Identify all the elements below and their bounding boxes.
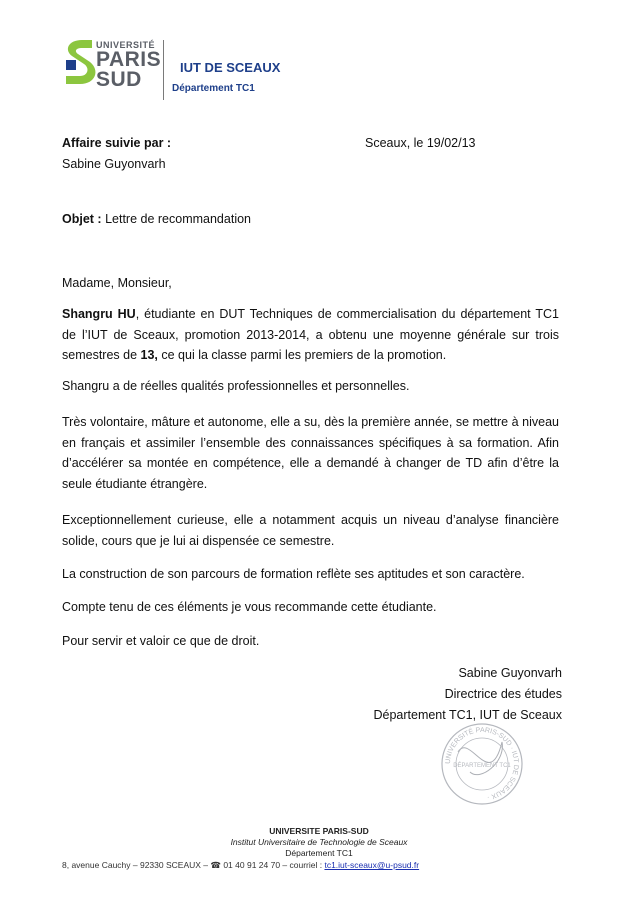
footer-address: 8, avenue Cauchy – 92330 SCEAUX – bbox=[62, 860, 211, 870]
official-stamp bbox=[440, 722, 524, 806]
footer-university: UNIVERSITE PARIS-SUD bbox=[269, 826, 369, 836]
subject-text: Lettre de recommandation bbox=[105, 212, 251, 226]
footer bbox=[0, 826, 638, 859]
followed-by-label: Affaire suivie par : bbox=[62, 136, 172, 150]
university-line1: UNIVERSITÉ bbox=[96, 40, 156, 50]
institute-name: IUT DE SCEAUX bbox=[180, 60, 281, 75]
signatory-name: Sabine Guyonvarh bbox=[458, 666, 562, 680]
stamp-center-text: DÉPARTEMENT TC1 bbox=[453, 763, 511, 769]
student-name: Shangru HU bbox=[62, 307, 136, 321]
paragraph-6: Compte tenu de ces éléments je vous recommande cette étudiante. bbox=[62, 600, 437, 614]
paragraph-1-text-b: ce qui la classe parmi les premiers de la promotion. bbox=[157, 348, 447, 362]
paragraph-1-text-a: , étudiante en DUT Techniques de commercialisation du département TC1 de l’IUT de Sceaux, promotion 2013-2014, a obtenu une moyenne générale sur trois semestres de bbox=[62, 307, 559, 362]
paragraph-2: Shangru a de réelles qualités professionnelles et personnelles. bbox=[62, 379, 410, 393]
followed-by-name: Sabine Guyonvarh bbox=[62, 157, 166, 171]
paragraph-3: Très volontaire, mâture et autonome, elle a su, dès la première année, se mettre à niveau en français et assimiler l’ensemble des connaissances spécifiques à sa formation. Afin d’accélérer sa montée en compétence, elle a demandé à changer de TD afin d’être la seule étudiante étrangère. bbox=[62, 415, 559, 491]
paragraph-1 bbox=[62, 304, 559, 366]
subject-label: Objet : bbox=[62, 212, 102, 226]
footer-email-link[interactable]: tc1.iut-sceaux@u-psud.fr bbox=[324, 860, 420, 870]
university-wordmark bbox=[96, 40, 161, 90]
stamp-ring-text: UNIVERSITÉ PARIS-SUD · IUT DE SCEAUX · bbox=[444, 726, 520, 801]
letterhead-divider bbox=[163, 40, 164, 100]
department-name: Département TC1 bbox=[172, 83, 255, 94]
footer-phone: 01 40 91 24 70 – courriel : bbox=[220, 860, 325, 870]
grade: 13, bbox=[140, 348, 158, 362]
logo-s-accent bbox=[66, 60, 76, 70]
signature-scribble bbox=[458, 742, 502, 775]
signatory-title: Directrice des études bbox=[444, 687, 562, 701]
phone-icon: ☎ bbox=[210, 860, 221, 870]
paragraph-7: Pour servir et valoir ce que de droit. bbox=[62, 634, 260, 648]
footer-institute: Institut Universitaire de Technologie de Sceaux bbox=[230, 837, 408, 847]
signatory-department: Département TC1, IUT de Sceaux bbox=[373, 708, 562, 722]
subject-line bbox=[62, 210, 251, 229]
paragraph-4: Exceptionnellement curieuse, elle a notamment acquis un niveau d’analyse financière solide, cours que je lui ai dispensée ce semestre. bbox=[62, 513, 559, 548]
university-line3: SUD bbox=[96, 68, 142, 91]
university-line2: PARIS bbox=[96, 48, 162, 71]
salutation: Madame, Monsieur, bbox=[62, 276, 172, 290]
signature-block bbox=[373, 663, 562, 726]
footer-department: Département TC1 bbox=[285, 848, 353, 858]
place-date: Sceaux, le 19/02/13 bbox=[365, 136, 476, 150]
paragraph-5: La construction de son parcours de formation reflète ses aptitudes et son caractère. bbox=[62, 567, 525, 581]
footer-contact bbox=[62, 860, 419, 871]
